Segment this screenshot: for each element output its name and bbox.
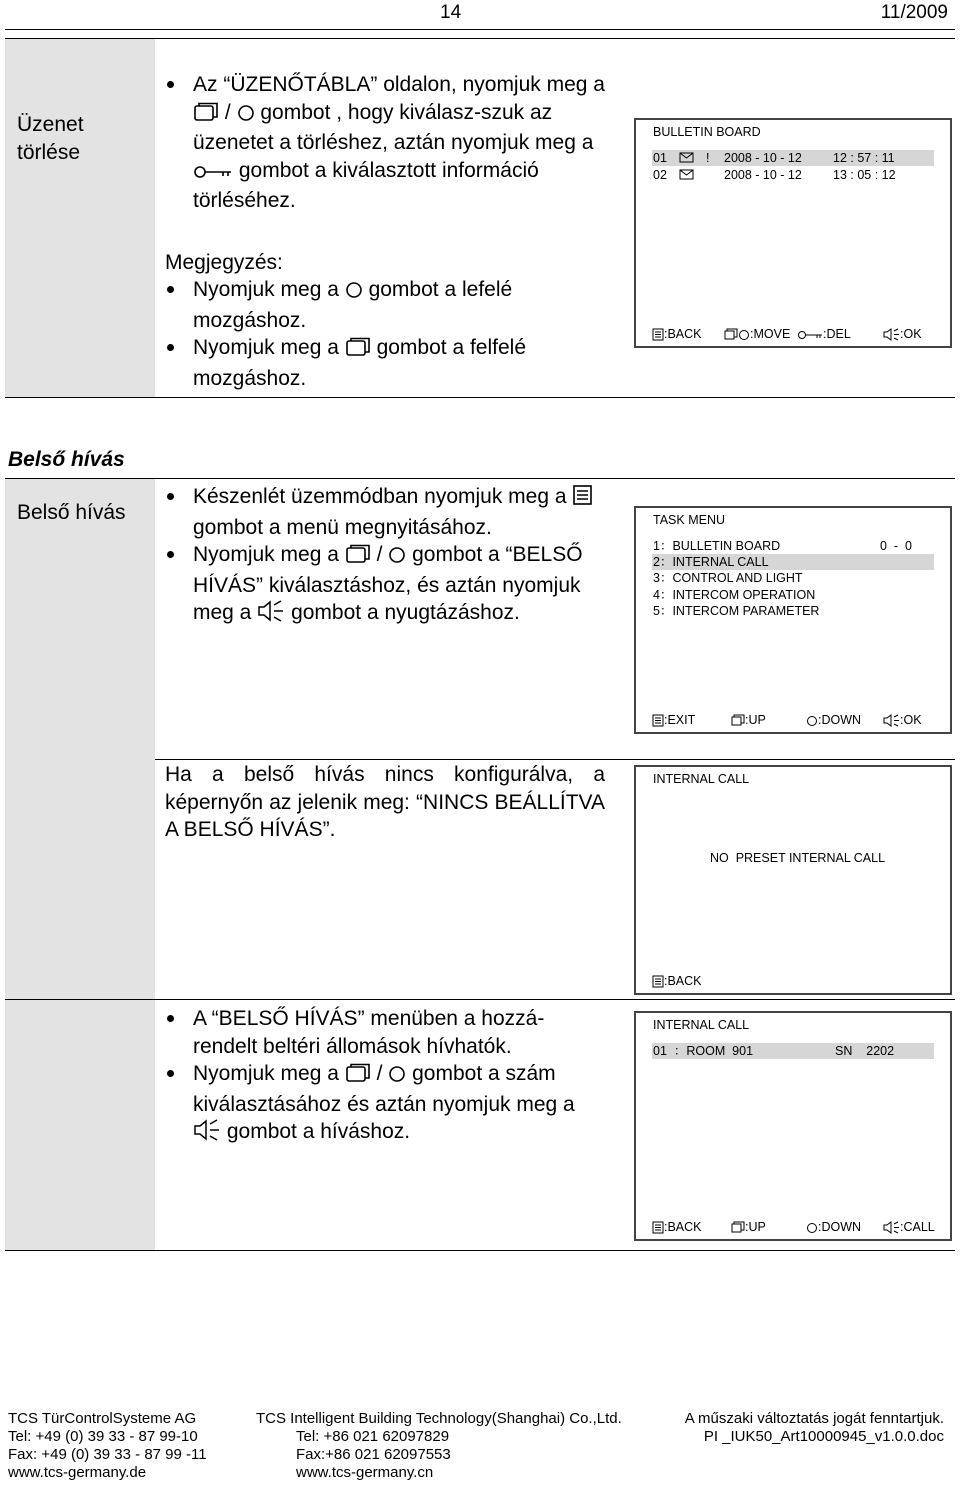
row-call-list <box>5 1000 955 1251</box>
screen-button-icon <box>345 1063 371 1091</box>
list-item: Nyomjuk meg a / gombot a “BELSŐ HÍVÁS” kiválasztáshoz, és aztán nyomjuk meg a gombot a nyugtázáshoz. <box>193 541 605 630</box>
menu-item[interactable]: 4：INTERCOM OPERATION <box>653 588 816 602</box>
row-label-cell <box>5 39 155 397</box>
speaker-icon <box>193 1119 221 1149</box>
speaker-icon <box>257 600 285 630</box>
screen-title: INTERNAL CALL <box>653 772 750 786</box>
screen-button-icon <box>345 337 371 365</box>
footer-col-notice: A műszaki változtatás jogát fenntartjuk. PI _IUK50_Art10000945_v1.0.0.doc <box>684 1410 944 1445</box>
call-list-entry[interactable]: 01 ：ROOM 901 SN 2202 <box>653 1044 895 1058</box>
row-internal-call <box>5 478 955 760</box>
row-label-cell <box>5 479 155 759</box>
menu-icon <box>572 484 594 514</box>
screen-button-icon <box>731 1221 745 1238</box>
row-label: Üzenet törlése <box>17 113 84 164</box>
section-title: Belső hívás <box>8 448 125 471</box>
screen-button-icon <box>193 102 219 130</box>
page-number: 14 <box>440 2 462 23</box>
menu-icon <box>652 328 664 345</box>
circle-button-icon <box>237 102 255 130</box>
speaker-icon <box>883 714 900 731</box>
page-date: 11/2009 <box>880 2 948 23</box>
row-no-preset <box>5 759 955 1000</box>
screen-title: TASK MENU <box>653 513 725 527</box>
circle-button-icon <box>806 715 818 731</box>
row-label-cell <box>5 759 155 999</box>
row-text: Ha a belső hívás nincs konfigurálva, a képernyőn az jelenik meg: “NINCS BEÁLLÍTVA A BELSŐ HÍVÁS”. <box>165 763 605 841</box>
screen-footer: :EXIT :UP :DOWN :OK <box>652 712 934 728</box>
list-item: Nyomjuk meg a / gombot a szám kiválasztásához és aztán nyomjuk meg a gombot a híváshoz. <box>193 1060 605 1149</box>
menu-icon <box>652 714 664 731</box>
internal-call-list-screen <box>634 1011 952 1241</box>
screen-footer: :BACK <box>652 973 934 989</box>
row-text <box>165 483 605 630</box>
list-item: Az “ÜZENŐTÁBLA” oldalon, nyomjuk meg a / gombot , hogy kiválasz-szuk az üzenetet a törléshez, aztán nyomjuk meg a gombot a kiválasztott információ törléséhez. <box>193 71 605 215</box>
speaker-icon <box>883 328 900 345</box>
footer-link[interactable]: www.tcs-germany.de <box>8 1464 147 1481</box>
screen-button-icon <box>724 328 738 345</box>
internal-call-screen <box>634 765 952 995</box>
bulletin-board-screen <box>634 118 952 348</box>
message-row[interactable]: 01 ! 2008 - 10 - 12 12 : 57 : 11 <box>653 150 933 166</box>
message-row[interactable]: 02 2008 - 10 - 12 13 : 05 : 12 <box>653 167 933 183</box>
envelope-icon <box>679 151 695 168</box>
menu-item[interactable]: 2：INTERNAL CALL <box>653 555 769 569</box>
screen-message: NO PRESET INTERNAL CALL <box>710 851 886 865</box>
circle-button-icon <box>388 544 406 572</box>
speaker-icon <box>883 1221 900 1238</box>
footer-col-germany: TCS TürControlSysteme AG Tel: +49 (0) 39 33 - 87 99-10 Fax: +49 (0) 39 33 - 87 99 -11 www.tcs-germany.de <box>8 1410 207 1481</box>
circle-button-icon <box>738 329 750 345</box>
header-rule <box>5 29 955 30</box>
circle-button-icon <box>806 1222 818 1238</box>
menu-item[interactable]: 3：CONTROL AND LIGHT <box>653 571 803 585</box>
list-item: Nyomjuk meg a gombot a felfelé mozgáshoz. <box>193 334 605 392</box>
envelope-icon <box>679 168 695 185</box>
menu-icon <box>652 1221 664 1238</box>
screen-title: INTERNAL CALL <box>653 1018 750 1032</box>
list-item: Nyomjuk meg a gombot a lefelé mozgáshoz. <box>193 276 605 334</box>
screen-footer: :BACK :UP :DOWN :CALL <box>652 1219 934 1235</box>
footer-link[interactable]: www.tcs-germany.cn <box>296 1464 434 1481</box>
page-header <box>0 0 960 30</box>
row-label: Belső hívás <box>17 501 126 524</box>
circle-button-icon <box>388 1063 406 1091</box>
key-icon <box>797 329 823 345</box>
list-item: A “BELSŐ HÍVÁS” menüben a hozzá-rendelt beltéri állomások hívhatók. <box>193 1005 605 1060</box>
list-item: Készenlét üzemmódban nyomjuk meg a gombot a menü megnyitásához. <box>193 483 605 541</box>
circle-button-icon <box>345 279 363 307</box>
row-text <box>165 71 605 392</box>
screen-button-icon <box>345 544 371 572</box>
screen-title: BULLETIN BOARD <box>653 125 761 139</box>
menu-item[interactable]: 5：INTERCOM PARAMETER <box>653 604 820 618</box>
menu-icon <box>652 975 664 992</box>
screen-button-icon <box>731 714 745 731</box>
key-icon <box>193 160 233 188</box>
menu-item[interactable]: 1：BULLETIN BOARD <box>653 539 781 553</box>
task-menu-screen <box>634 506 952 734</box>
footer-col-shanghai: TCS Intelligent Building Technology(Shanghai) Co.,Ltd. Tel: +86 021 62097829 Fax:+86 021 62097553 www.tcs-germany.cn <box>256 1410 622 1481</box>
note-title: Megjegyzés: <box>165 250 283 274</box>
menu-counter: 0 - 0 <box>880 539 912 553</box>
row-text <box>165 1005 605 1149</box>
row-label-cell <box>5 1000 155 1250</box>
screen-footer: :BACK :MOVE :DEL :OK <box>652 326 934 342</box>
row-delete-message <box>5 38 955 398</box>
